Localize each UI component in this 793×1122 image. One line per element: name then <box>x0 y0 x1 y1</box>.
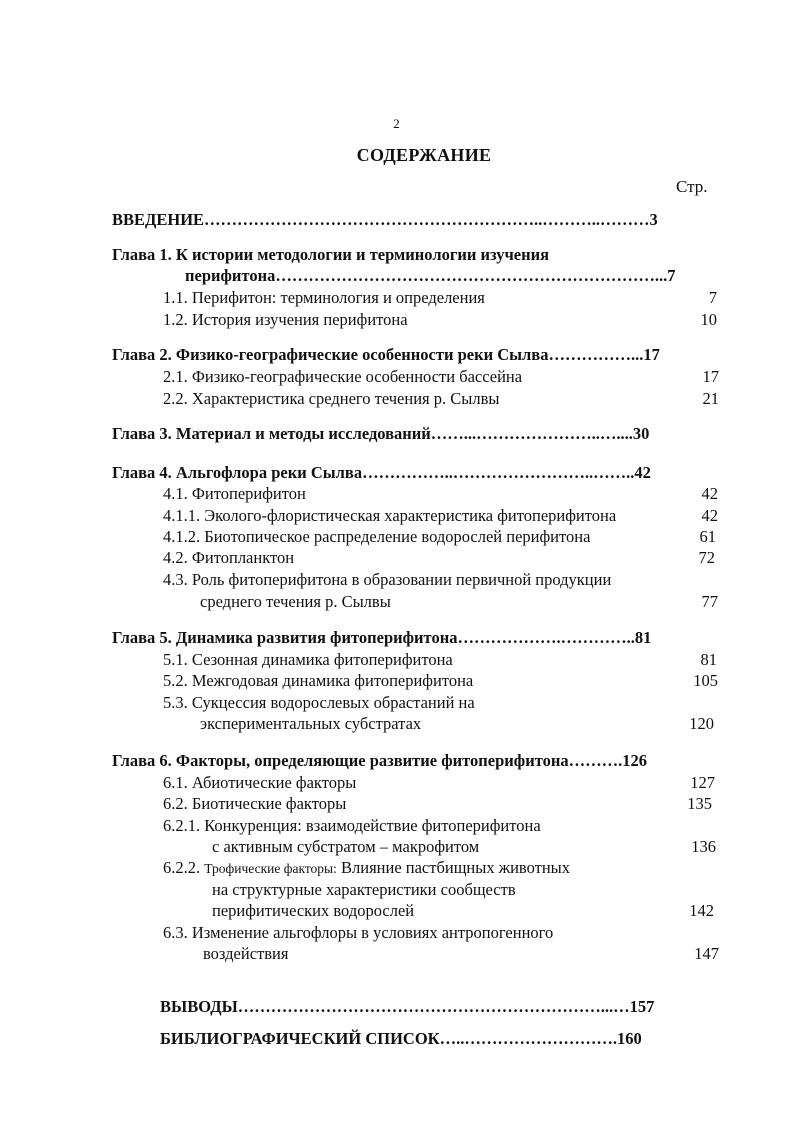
toc-page-4-1: 42 <box>701 484 718 503</box>
toc-page-4-1-2: 61 <box>699 527 716 546</box>
toc-section-5-3-cont: экспериментальных субстратах <box>200 714 422 733</box>
toc-page-6-1: 127 <box>690 773 715 792</box>
toc-section-6-2-1-cont: с активным субстратом – макрофитом <box>212 837 480 856</box>
toc-section-4-3-cont: среднего течения р. Сылвы <box>200 592 391 611</box>
toc-entry-introduction: ВВЕДЕНИЕ……………………………………………………..………..………3 <box>112 210 658 229</box>
toc-section-1-2: 1.2. История изучения перифитона <box>163 310 408 329</box>
toc-page-1-1: 7 <box>708 288 717 307</box>
toc-section-6-2-2-cont1: на структурные характеристики сообществ <box>212 880 516 899</box>
toc-section-1-1: 1.1. Перифитон: терминология и определения <box>163 288 485 307</box>
toc-section-4-1-2: 4.1.2. Биотопическое распределение водорослей перифитона <box>163 527 591 546</box>
toc-chapter-6: Глава 6. Факторы, определяющие развитие фитоперифитона……….126 <box>112 751 647 770</box>
toc-chapter-1-cont: перифитона……………………………………………………………...7 <box>185 266 676 285</box>
toc-chapter-3: Глава 3. Материал и методы исследований……...…………………..…....30 <box>112 424 650 443</box>
toc-chapter-2: Глава 2. Физико-географические особенности реки Сылва……………...17 <box>112 345 660 364</box>
toc-page-2-2: 21 <box>702 389 719 408</box>
toc-section-6-2-1: 6.2.1. Конкуренция: взаимодействие фитоперифитона <box>163 816 541 835</box>
toc-section-4-2: 4.2. Фитопланктон <box>163 548 295 567</box>
toc-section-6-3-cont: воздействия <box>203 944 289 963</box>
toc-chapter-1: Глава 1. К истории методологии и терминологии изучения <box>112 245 550 264</box>
page-number: 2 <box>393 116 400 131</box>
toc-section-5-3: 5.3. Сукцессия водорослевых обрастаний на <box>163 693 475 712</box>
toc-page-4-3: 77 <box>701 592 718 611</box>
toc-section-2-1: 2.1. Физико-географические особенности бассейна <box>163 367 523 386</box>
toc-section-2-2: 2.2. Характеристика среднего течения р. Сылвы <box>163 389 500 408</box>
toc-section-6-2-2-cont2: перифитических водорослей <box>212 901 415 920</box>
toc-section-6-2-2-small: Трофические факторы: <box>204 861 337 876</box>
toc-entry-conclusions: ВЫВОДЫ…………………………………………………………...…157 <box>160 997 655 1016</box>
toc-section-6-2: 6.2. Биотические факторы <box>163 794 347 813</box>
toc-section-6-2-2-number: 6.2.2. <box>163 858 205 877</box>
toc-chapter-4: Глава 4. Альгофлора реки Сылва……………..……………………..……..42 <box>112 463 651 482</box>
toc-section-4-1: 4.1. Фитоперифитон <box>163 484 306 503</box>
toc-section-6-1: 6.1. Абиотические факторы <box>163 773 357 792</box>
toc-section-5-1: 5.1. Сезонная динамика фитоперифитона <box>163 650 453 669</box>
toc-section-5-2: 5.2. Межгодовая динамика фитоперифитона <box>163 671 474 690</box>
toc-page-4-1-1: 42 <box>701 506 718 525</box>
toc-section-6-3: 6.3. Изменение альгофлоры в условиях антропогенного <box>163 923 554 942</box>
toc-page-6-2: 135 <box>687 794 712 813</box>
toc-chapter-5: Глава 5. Динамика развития фитоперифитона……………….…………..81 <box>112 628 652 647</box>
toc-page-2-1: 17 <box>702 367 719 386</box>
toc-section-6-2-2 <box>163 858 570 879</box>
page-title: СОДЕРЖАНИЕ <box>356 145 492 165</box>
toc-page-1-2: 10 <box>700 310 717 329</box>
toc-page-6-2-1: 136 <box>691 837 716 856</box>
toc-page-6-2-2: 142 <box>689 901 714 920</box>
toc-page-6-3: 147 <box>694 944 719 963</box>
toc-entry-bibliography: БИБЛИОГРАФИЧЕСКИЙ СПИСОК…..……………………….160 <box>160 1029 642 1048</box>
toc-section-6-2-2-text: Влияние пастбищных животных <box>336 858 571 877</box>
toc-page-5-3: 120 <box>689 714 714 733</box>
toc-page-5-1: 81 <box>700 650 717 669</box>
toc-page-4-2: 72 <box>698 548 715 567</box>
toc-page-5-2: 105 <box>693 671 718 690</box>
page-column-label: Стр. <box>676 177 708 196</box>
toc-section-4-1-1: 4.1.1. Эколого-флористическая характеристика фитоперифитона <box>163 506 617 525</box>
toc-section-4-3: 4.3. Роль фитоперифитона в образовании первичной продукции <box>163 570 612 589</box>
